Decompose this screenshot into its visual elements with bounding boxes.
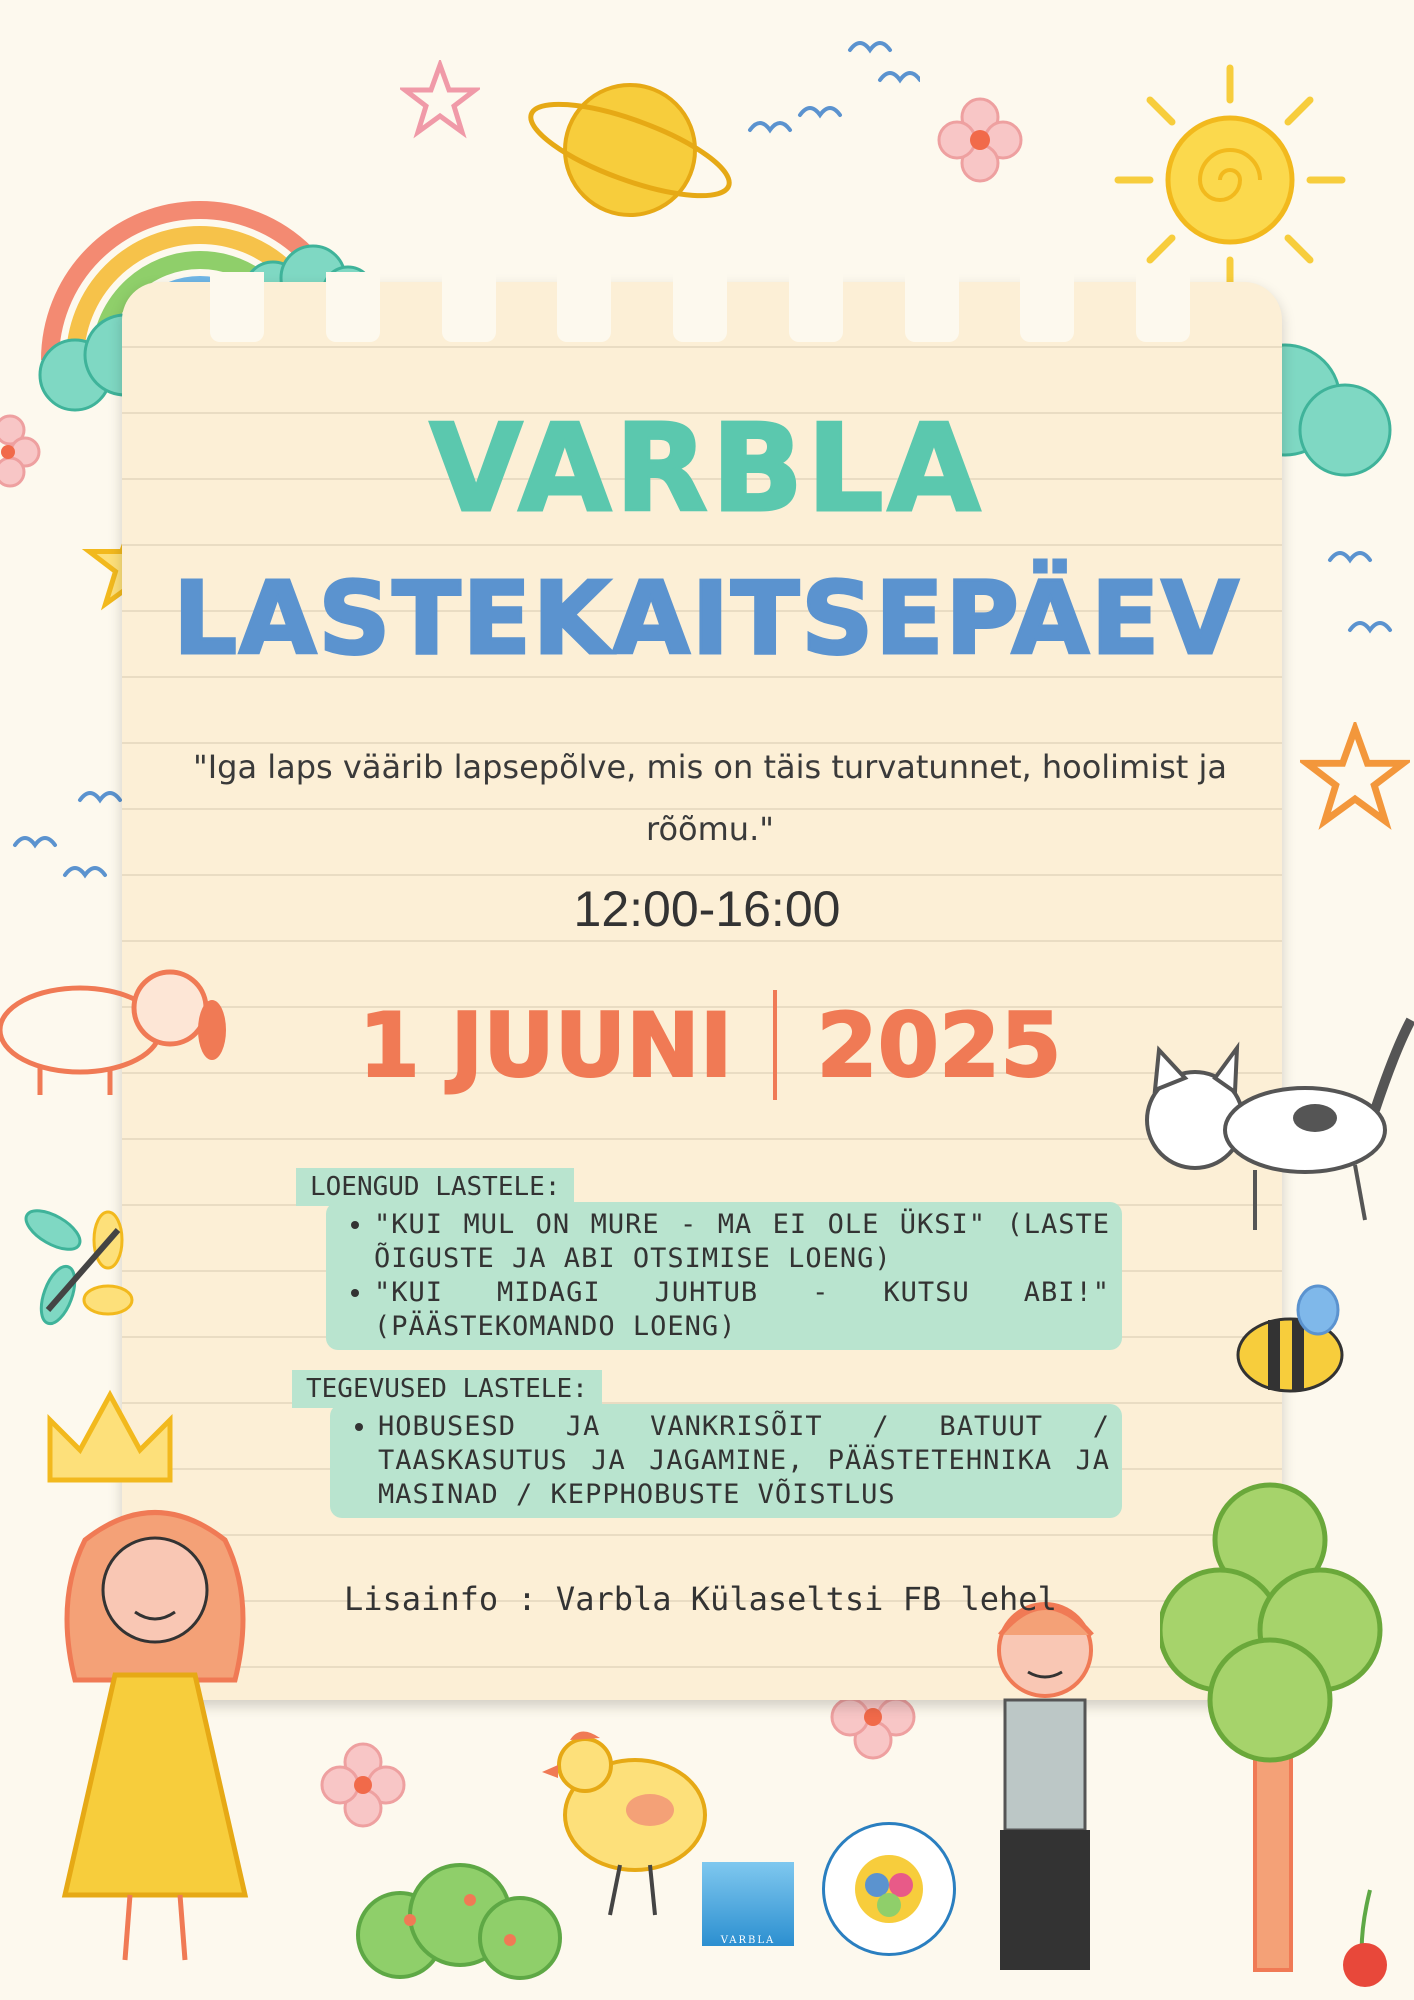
lecture-item: • "KUI MUL ON MURE - MA EI OLE ÜKSI" (LASTE ÕIGUSTE JA ABI OTSIMISE LOENG)	[374, 1208, 1110, 1276]
dragonfly-icon	[18, 1200, 138, 1330]
lectures-list	[326, 1202, 1122, 1350]
activities-heading: TEGEVUSED LASTELE:	[292, 1370, 602, 1408]
date-day: 1 JUUNI	[358, 993, 733, 1097]
quote-text: "Iga laps väärib lapsepõlve, mis on täis turvatunnet, hoolimist ja rõõmu."	[192, 748, 1227, 848]
dog-icon	[0, 960, 250, 1100]
star-icon	[1300, 722, 1410, 832]
lkn-logo	[822, 1822, 956, 1956]
varbla-logo-text: VARBLA	[720, 1935, 776, 1946]
cat-icon	[1115, 1000, 1414, 1240]
star-icon	[400, 60, 480, 140]
activities-list	[330, 1404, 1122, 1518]
girl-icon	[30, 1500, 290, 1980]
cherry-icon	[1330, 1880, 1410, 1990]
more-info: Lisainfo : Varbla Külaseltsi FB lehel	[344, 1580, 1057, 1618]
title-lastekaitsepaev: LASTEKAITSEPÄEV	[173, 560, 1241, 677]
crown-icon	[40, 1380, 180, 1490]
paper-tear-edge	[210, 282, 1190, 342]
boy-icon	[960, 1590, 1140, 2000]
date-separator	[773, 990, 777, 1100]
lkn-emblem-icon	[825, 1825, 953, 1953]
bird-icon	[10, 790, 130, 890]
varbla-logo	[702, 1862, 794, 1946]
bird-icon	[740, 20, 920, 150]
event-time: 12:00-16:00	[573, 881, 841, 937]
activity-item: • HOBUSESD JA VANKRISÕIT / BATUUT / TAASKASUTUS JA JAGAMINE, PÄÄSTETEHNIKA JA MASINAD / KEPPHOBUSTE VÕISTLUS	[378, 1410, 1110, 1512]
event-date	[330, 990, 1090, 1100]
bee-icon	[1230, 1280, 1350, 1400]
sun-icon	[1110, 60, 1350, 300]
lectures-heading: LOENGUD LASTELE:	[296, 1168, 574, 1206]
flower-icon	[935, 95, 1025, 185]
planet-icon	[520, 60, 740, 240]
date-year: 2025	[816, 993, 1062, 1097]
lecture-item: • "KUI MIDAGI JUHTUB - KUTSU ABI!" (PÄÄSTEKOMANDO LOENG)	[374, 1276, 1110, 1344]
bush-icon	[350, 1860, 570, 1980]
title-varbla: VARBLA	[429, 400, 985, 539]
flower-icon	[318, 1740, 408, 1830]
